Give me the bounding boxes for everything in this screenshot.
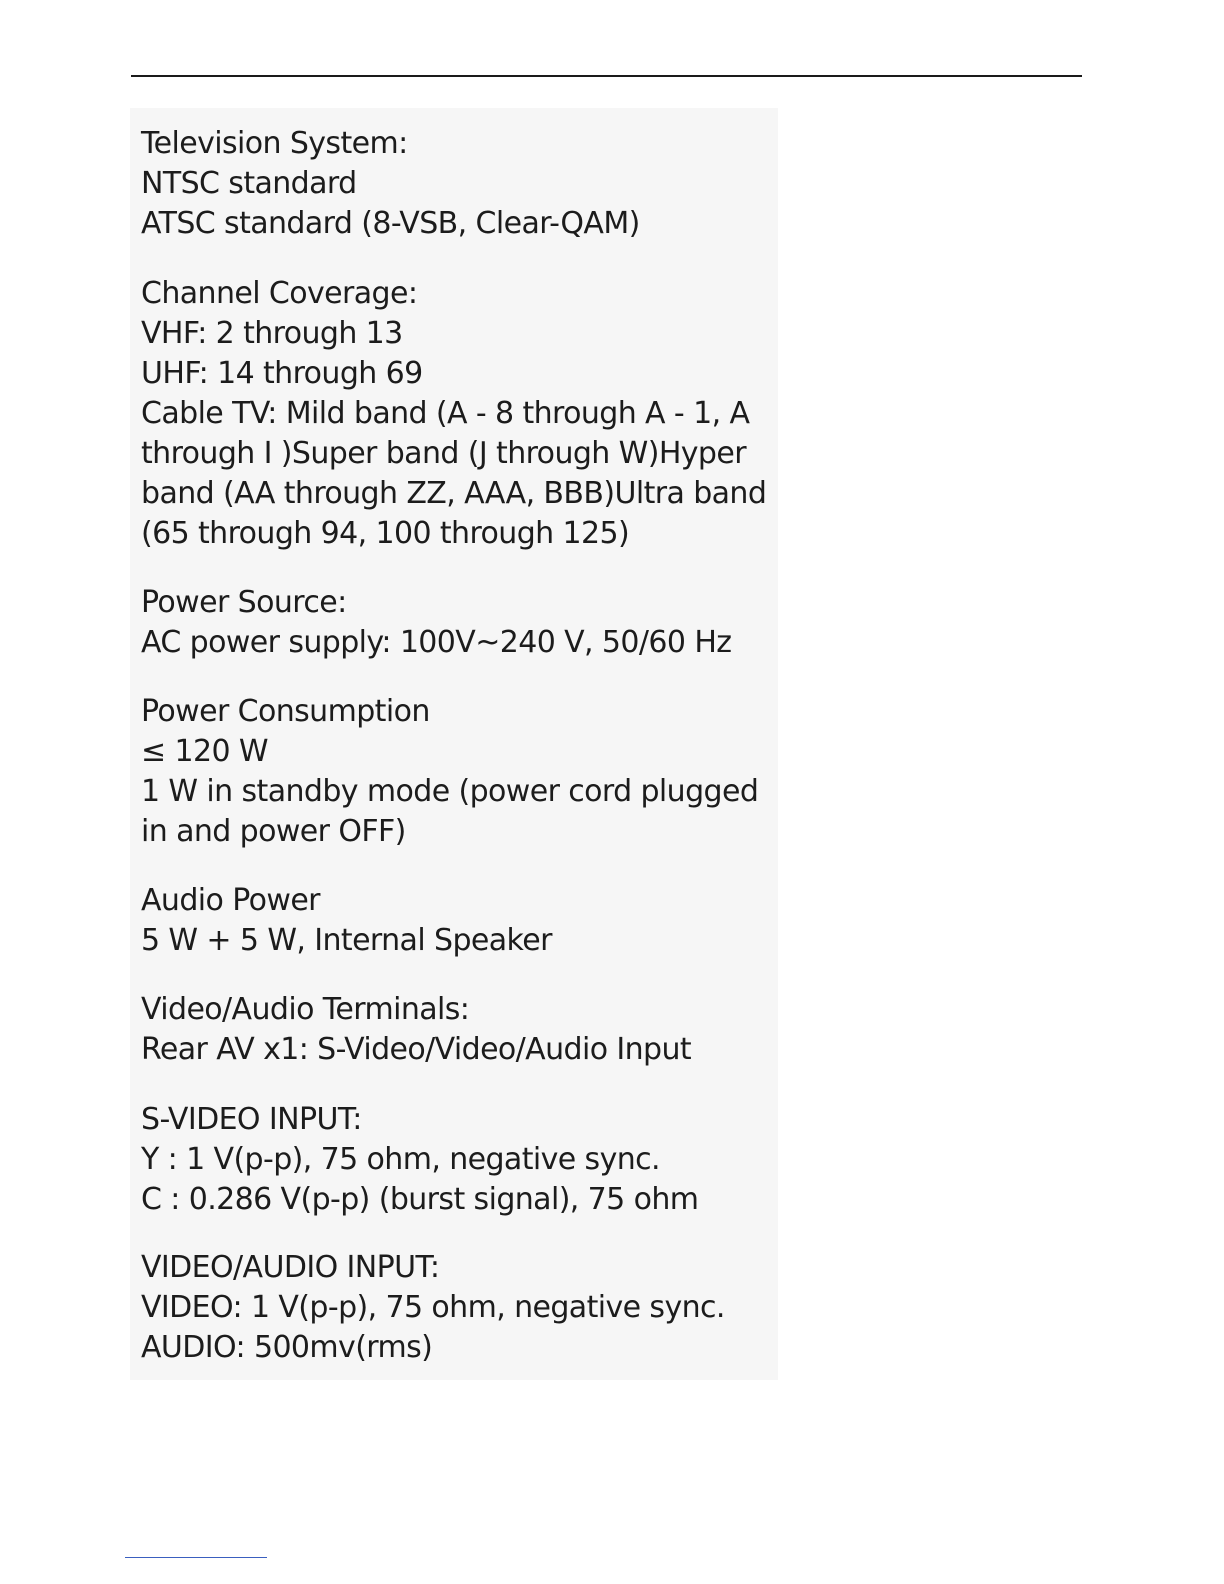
spec-section-television-system [141,124,771,244]
spec-line: Y : 1 V(p-p), 75 ohm, negative sync. [141,1142,660,1177]
top-divider [131,75,1082,77]
spec-line: in and power OFF) [141,814,406,849]
spec-section-s-video-input [141,1100,771,1220]
section-heading: Power Consumption [141,694,430,729]
spec-line: AUDIO: 500mv(rms) [141,1330,433,1365]
spec-section-video-audio-terminals [141,990,771,1070]
spec-line: NTSC standard [141,166,357,201]
spec-line: Cable TV: Mild band (A - 8 through A - 1, A [141,396,750,431]
spec-line: AC power supply: 100V~240 V, 50/60 Hz [141,625,732,660]
spec-line: 5 W + 5 W, Internal Speaker [141,923,552,958]
spec-section-channel-coverage [141,274,771,554]
section-heading: Video/Audio Terminals: [141,992,470,1027]
spec-line: UHF: 14 through 69 [141,356,423,391]
section-heading: Channel Coverage: [141,276,418,311]
spec-line: VIDEO: 1 V(p-p), 75 ohm, negative sync. [141,1290,725,1325]
section-heading: Audio Power [141,883,320,918]
spec-line: VHF: 2 through 13 [141,316,403,351]
spec-section-audio-power [141,881,771,961]
spec-line: band (AA through ZZ, AAA, BBB)Ultra band [141,476,767,511]
spec-line: ≤ 120 W [141,734,268,769]
spec-line: Rear AV x1: S-Video/Video/Audio Input [141,1032,692,1067]
spec-line: through I )Super band (J through W)Hyper [141,436,746,471]
spec-line: 1 W in standby mode (power cord plugged [141,774,759,809]
spec-section-power-consumption [141,692,771,852]
section-heading: Television System: [141,126,408,161]
spec-line: ATSC standard (8-VSB, Clear-QAM) [141,206,640,241]
section-heading: Power Source: [141,585,347,620]
section-heading: S-VIDEO INPUT: [141,1102,362,1137]
spec-line: C : 0.286 V(p-p) (burst signal), 75 ohm [141,1182,699,1217]
spec-section-power-source [141,583,771,663]
section-heading: VIDEO/AUDIO INPUT: [141,1250,440,1285]
spec-section-video-audio-input [141,1248,771,1368]
spec-line: (65 through 94, 100 through 125) [141,516,630,551]
bottom-link-underline[interactable] [125,1557,267,1558]
